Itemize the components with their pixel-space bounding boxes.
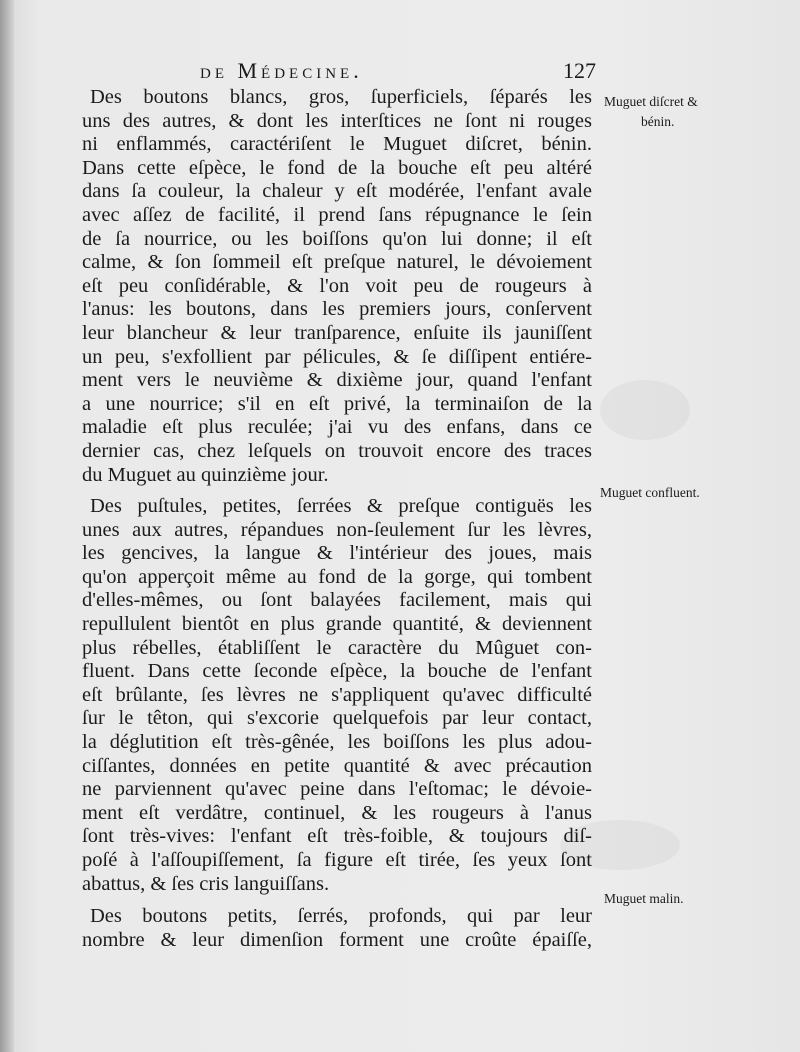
text-line: leur blancheur & leur tranſparence, enſuite ils jauniſſent — [82, 321, 592, 344]
text-line: ment vers le neuvième & dixième jour, quand l'enfant — [82, 369, 592, 392]
text-line: abattus, & ſes cris languiſſans. — [82, 872, 330, 895]
text-line: maladie eſt plus reculée; j'ai vu des enfans, dans ce — [82, 416, 592, 439]
running-title: de Médecine. — [200, 58, 363, 83]
text-line: ciſſantes, données en petite quantité & avec précaution — [82, 754, 592, 777]
text-line: eſt peu conſidérable, & l'on voit peu de rougeurs à — [82, 274, 592, 297]
text-line: nombre & leur dimenſion forment une croûte épaiſſe, — [82, 928, 592, 951]
margin-note-muguet-confluent: Muguet confluent. — [600, 485, 700, 500]
margin-note-line: bénin. — [641, 114, 675, 129]
text-line: unes aux autres, répandues non-ſeulement ſur les lèvres, — [82, 518, 592, 541]
text-line: Dans cette eſpèce, le fond de la bouche eſt peu altéré — [82, 156, 592, 179]
text-line: uns des autres, & dont les interſtices ne ſont ni rouges — [82, 109, 592, 132]
text-line: ſont très-vives: l'enfant eſt très-foible, & toujours diſ- — [82, 825, 592, 848]
text-line: l'anus: les boutons, dans les premiers jours, conſervent — [82, 298, 592, 321]
text-line: de ſa nourrice, ou les boiſſons qu'on lui donne; il eſt — [82, 227, 592, 250]
text-line: plus rébelles, établiſſent le caractère du Mûguet con- — [82, 636, 592, 659]
text-line: ni enflammés, caractériſent le Muguet diſcret, bénin. — [82, 133, 592, 156]
body-text — [82, 86, 592, 952]
text-line: dans ſa couleur, la chaleur y eſt modérée, l'enfant avale — [82, 180, 592, 203]
text-line: eſt brûlante, ſes lèvres ne s'appliquent qu'avec difficulté — [82, 683, 592, 706]
text-line: repullulent bientôt en plus grande quantité, & deviennent — [82, 613, 592, 636]
paragraph-muguet-discret — [82, 86, 592, 487]
paragraph-muguet-malin — [82, 905, 592, 952]
text-line: fluent. Dans cette ſeconde eſpèce, la bouche de l'enfant — [82, 660, 592, 683]
page-gutter-shadow — [0, 0, 14, 1052]
running-head — [200, 58, 600, 86]
text-line: qu'on apperçoit même au fond de la gorge, qui tombent — [82, 565, 592, 588]
bleed-through-smudge — [600, 380, 690, 440]
text-line: poſé à l'aſſoupiſſement, ſa figure eſt tirée, ſes yeux ſont — [82, 849, 592, 871]
text-line: Des boutons blancs, gros, ſuperficiels, ſéparés les — [90, 86, 592, 108]
text-line: dernier cas, chez leſquels on trouvoit encore des traces — [82, 439, 592, 462]
text-line: du Muguet au quinzième jour. — [82, 463, 329, 486]
text-line: ſur le têton, qui s'excorie quelquefois par leur contact, — [82, 707, 592, 730]
text-line: a une nourrice; s'il en eſt privé, la terminaiſon de la — [82, 392, 592, 415]
text-line: Des puſtules, petites, ſerrées & preſque contiguës les — [90, 495, 592, 518]
text-line: d'elles-mêmes, ou ſont balayées facilement, mais qui — [82, 589, 592, 612]
margin-note-line: Muguet diſcret & — [604, 94, 698, 109]
margin-note-muguet-discret — [604, 92, 764, 132]
paragraph-muguet-confluent — [82, 495, 592, 896]
paragraph-gap — [82, 487, 592, 495]
margin-note-muguet-malin: Muguet malin. — [604, 891, 684, 906]
text-line: les gencives, la langue & l'intérieur des joues, mais — [82, 542, 592, 565]
text-line: avec aſſez de facilité, il prend ſans répugnance le ſein — [82, 203, 592, 226]
text-line: calme, & ſon ſommeil eſt preſque naturel, le dévoiement — [82, 251, 592, 274]
text-line: la déglutition eſt très-gênée, les boiſſons les plus adou- — [82, 731, 592, 754]
page-number: 127 — [563, 58, 596, 83]
text-line: un peu, s'exfollient par pélicules, & ſe diſſipent entiére- — [82, 345, 592, 368]
text-line: ne parviennent qu'avec peine dans l'eſtomac; le dévoie- — [82, 778, 592, 801]
text-line: Des boutons petits, ſerrés, profonds, qui par leur — [90, 905, 592, 928]
paragraph-gap — [82, 896, 592, 905]
text-line: ment eſt verdâtre, continuel, & les rougeurs à l'anus — [82, 801, 592, 824]
